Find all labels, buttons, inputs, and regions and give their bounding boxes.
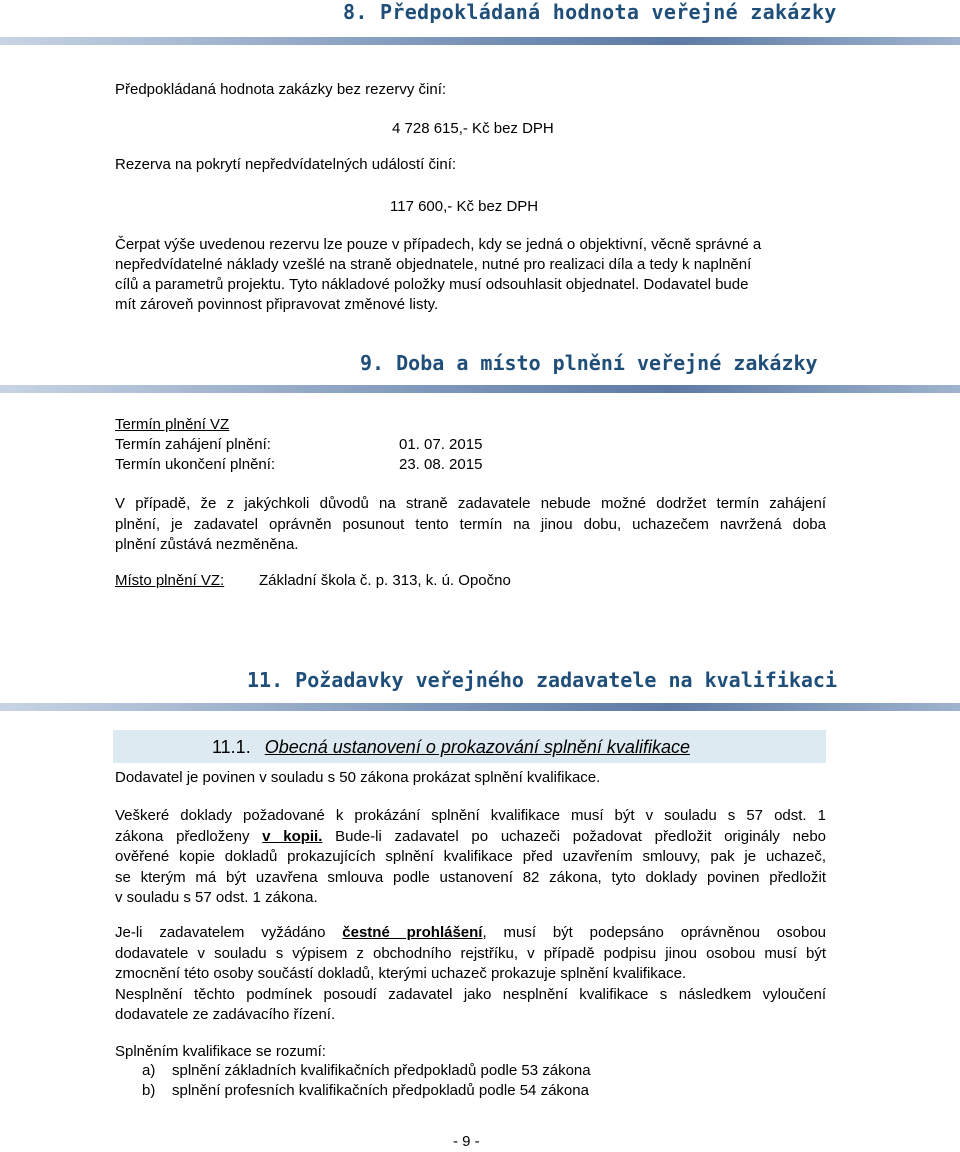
text-line [115,923,826,944]
reserve-label: Rezerva na pokrytí nepředvídatelných událostí činí: [115,156,457,173]
copy-emphasis: v kopii. [262,827,323,845]
reserve-paragraph [115,235,815,315]
qualification-meaning: Splněním kvalifikace se rozumí: [115,1043,326,1060]
section-divider [0,37,960,45]
section-8-heading [343,0,837,24]
term-start-label: Termín zahájení plnění: [115,436,271,453]
text-line: Nesplnění těchto podmínek posoudí zadavatel jako nesplnění kvalifikace s následkem vyloučení [115,985,826,1003]
section-divider [0,385,960,393]
term-heading: Termín plnění VZ [115,416,230,433]
text-run: , musí být podepsáno oprávněnou osobou [482,924,827,941]
list-item [142,1081,591,1101]
text-line: v souladu s 57 odst. 1 zákona. [115,889,318,906]
list-marker: a) [142,1062,156,1079]
subsection-title: Obecná ustanovení o prokazování splnění kvalifikace [264,737,690,757]
list-item [142,1061,591,1081]
section-title: Předpokládaná hodnota veřejné zakázky [380,0,837,24]
affidavit-paragraph [115,923,826,1026]
section-number: 9. [360,351,385,375]
text-line: plnění zůstává nezměněna. [115,536,299,553]
section-title: Doba a místo plnění veřejné zakázky [396,351,818,375]
subsection-11-1-heading [212,736,690,758]
value-label: Předpokládaná hodnota zakázky bez rezervy činí: [115,81,447,98]
text-line: Veškeré doklady požadované k prokázání splnění kvalifikace musí být v souladu s 57 odst. 1 [115,807,826,824]
text-run: zákona předloženy [115,827,263,845]
section-number: 11. [247,668,284,692]
reserve-amount: 117 600,- Kč bez DPH [390,198,539,215]
place-value: Základní škola č. p. 313, k. ú. Opočno [259,572,511,589]
section-number: 8. [343,0,368,24]
text-line: dodavatele v souladu s výpisem z obchodního rejstříku, v případě podpisu jinou osobou musí být [115,944,826,962]
affidavit-emphasis: čestné prohlášení [342,924,483,941]
text-line [115,827,826,848]
place-label: Místo plnění VZ: [115,572,225,589]
text-line: Čerpat výše uvedenou rezervu lze pouze v případech, kdy se jedná o objektivní, věcně správné a [115,236,762,253]
text-line: se kterým má být uzavřena smlouva podle ustanovení 82 zákona, tyto doklady povinen předložit [115,868,826,886]
section-title: Požadavky veřejného zadavatele na kvalifikaci [295,668,838,692]
text-line: zmocnění této osoby součástí dokladů, kterými uchazeč prokazuje splnění kvalifikace. [115,965,687,982]
page-number: - 9 - [453,1133,480,1150]
documents-paragraph [115,806,826,909]
text-line: plnění, je zadavatel oprávněn posunout tento termín na jinou dobu, uchazečem navržená doba [115,515,826,533]
subsection-number: 11.1. [212,737,251,757]
section-divider [0,703,960,711]
text-line: dodavatele ze zadávacího řízení. [115,1006,336,1023]
term-note-paragraph [115,494,826,556]
value-amount: 4 728 615,- Kč bez DPH [392,120,554,137]
text-line: nepředvídatelné náklady vzešlé na straně objednatele, nutné pro realizaci díla a tedy k naplnění [115,256,752,273]
term-start-value: 01. 07. 2015 [399,436,483,453]
term-end-label: Termín ukončení plnění: [115,456,276,473]
text-line: cílů a parametrů projektu. Tyto nákladové položky musí odsouhlasit objednatel. Dodavatel bude [115,276,749,293]
text-line: mít zároveň povinnost připravovat změnové listy. [115,296,439,313]
text-run: Bude-li zadavatel po uchazeči požadovat předložit originály nebo [322,827,827,845]
section-9-heading [360,350,818,376]
qualification-intro: Dodavatel je povinen v souladu s 50 zákona prokázat splnění kvalifikace. [115,769,601,786]
section-11-heading [247,667,837,693]
list-text: splnění profesních kvalifikačních předpokladů podle 54 zákona [172,1082,589,1099]
text-run: Je-li zadavatelem vyžádáno [115,924,343,941]
qualification-list [142,1061,591,1101]
term-end-value: 23. 08. 2015 [399,456,483,473]
list-marker: b) [142,1082,156,1099]
text-line: ověřené kopie dokladů prokazujících splnění kvalifikace před uzavřením smlouvy, pak je uchazeč, [115,848,826,865]
text-line: V případě, že z jakýchkoli důvodů na straně zadavatele nebude možné dodržet termín zahájení [115,495,826,512]
list-text: splnění základních kvalifikačních předpokladů podle 53 zákona [172,1062,591,1079]
